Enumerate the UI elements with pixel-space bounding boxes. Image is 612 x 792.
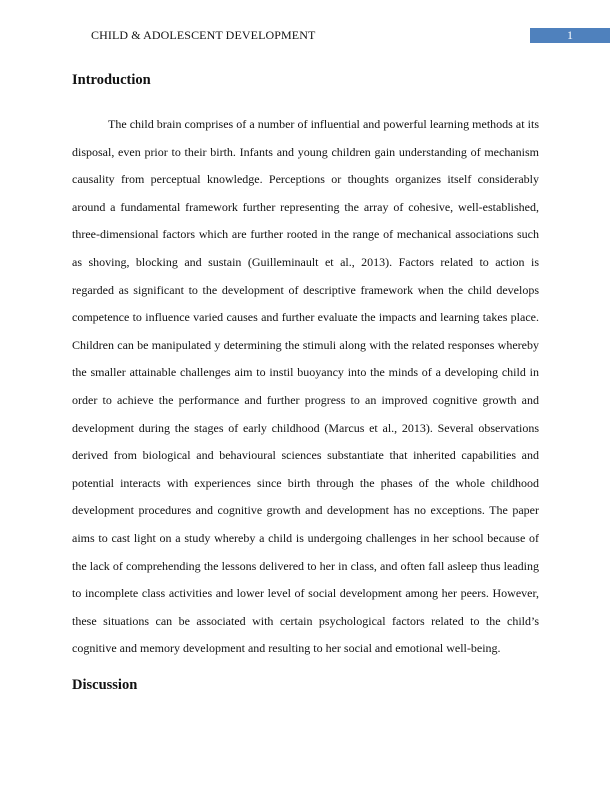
introduction-paragraph: The child brain comprises of a number of influential and powerful learning methods at its disposal, even prior to their birth. Infants and young children gain understanding of mechanism causality from perceptual knowledge. Perceptions or thoughts organizes itself considerably around a fundamental framework further representing the array of cohesive, well-established, three-dimensional factors which are further rooted in the range of mechanical associations such as shoving, blocking and sustain (Guilleminault et al., 2013). Factors related to action is regarded as significant to the development of descriptive framework when the child develops competence to influence varied causes and further evaluate the impacts and learning takes place. Children can be manipulated y determining the stimuli along with the related responses whereby the smaller attainable challenges aim to instil buoyancy into the minds of a developing child in order to achieve the performance and further progress to an improved cognitive growth and development during the stages of early childhood (Marcus et al., 2013). Several observations derived from biological and behavioural sciences substantiate that inherited capabilities and potential interacts with experiences since birth through the phases of the whole childhood development procedures and cognitive growth and development has no exceptions. The paper aims to cast light on a study whereby a child is undergoing challenges in her school because of the lack of comprehending the lessons delivered to her in class, and often fall asleep thus leading to incomplete class activities and lower level of social development among her peers. However, these situations can be associated with certain psychological factors related to the child’s cognitive and memory development and resulting to her social and emotional well-being.: [72, 117, 539, 656]
page-number: 1: [530, 28, 610, 43]
introduction-heading: Introduction: [72, 72, 151, 88]
discussion-heading: Discussion: [72, 677, 138, 693]
running-head: CHILD & ADOLESCENT DEVELOPMENT: [91, 28, 316, 42]
